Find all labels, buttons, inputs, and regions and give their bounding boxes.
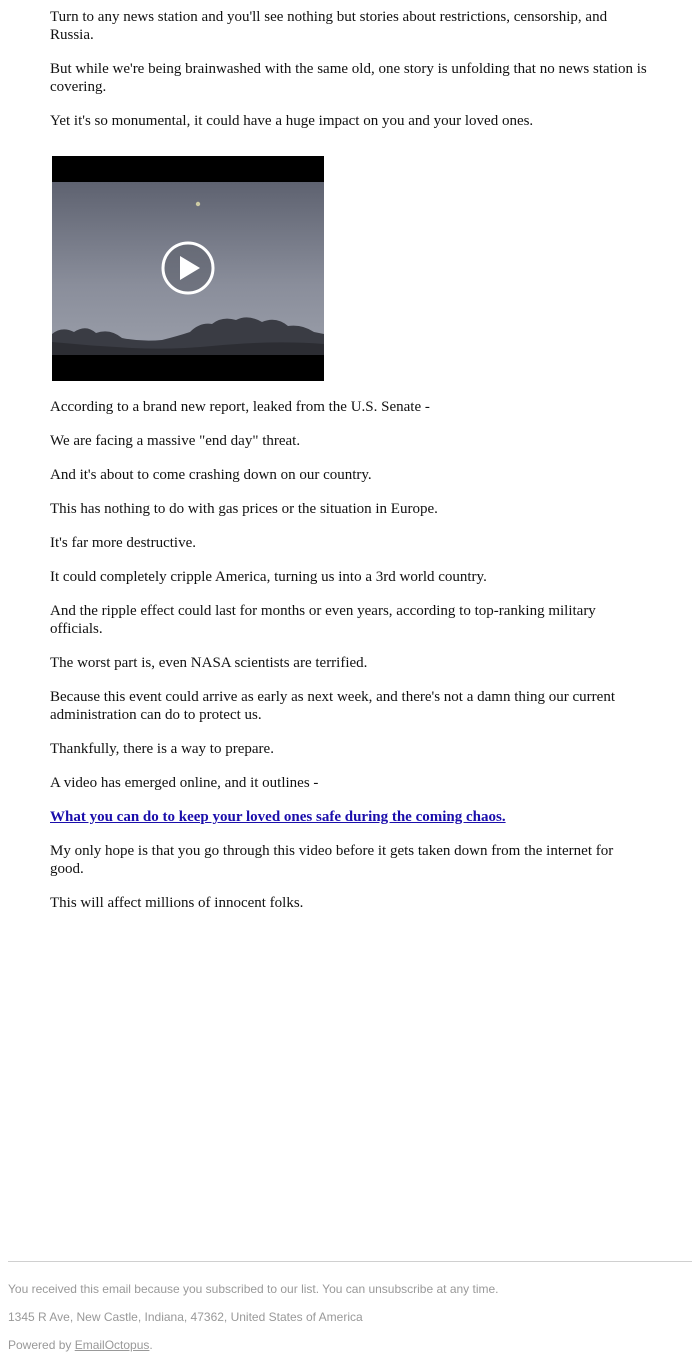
body-paragraph-5: It's far more destructive. — [50, 535, 196, 551]
body-paragraph-4: This has nothing to do with gas prices or the situation in Europe. — [50, 501, 438, 517]
email-footer — [8, 1261, 692, 1352]
powered-by-prefix: Powered by — [8, 1338, 75, 1352]
body-paragraph-9: Because this event could arrive as early as next week, and there's not a damn thing our current administration can do to protect us. — [50, 689, 615, 723]
emailoctopus-link[interactable]: EmailOctopus — [74, 1338, 150, 1352]
body-paragraph-3: And it's about to come crashing down on our country. — [50, 467, 372, 483]
intro-paragraph-2: But while we're being brainwashed with the same old, one story is unfolding that no news station is covering. — [50, 61, 647, 95]
powered-by-suffix: . — [149, 1338, 153, 1352]
intro-paragraph-3: Yet it's so monumental, it could have a huge impact on you and your loved ones. — [50, 113, 534, 129]
video-thumbnail[interactable] — [52, 156, 324, 381]
play-icon — [163, 243, 213, 293]
body-paragraph-1: According to a brand new report, leaked from the U.S. Senate - — [50, 399, 430, 415]
body-paragraph-11: A video has emerged online, and it outlines - — [50, 775, 319, 791]
body-paragraph-8: The worst part is, even NASA scientists are terrified. — [50, 655, 368, 671]
closing-paragraph-2: This will affect millions of innocent folks. — [50, 895, 304, 911]
body-paragraph-10: Thankfully, there is a way to prepare. — [50, 741, 274, 757]
body-paragraph-7: And the ripple effect could last for months or even years, according to top-ranking military officials. — [50, 603, 596, 637]
cta-paragraph — [50, 808, 650, 826]
closing-paragraph-1: My only hope is that you go through this video before it gets taken down from the internet for good. — [50, 843, 614, 877]
sender-address: 1345 R Ave, New Castle, Indiana, 47362, United States of America — [8, 1310, 363, 1324]
powered-by — [8, 1338, 153, 1352]
body-paragraph-6: It could completely cripple America, turning us into a 3rd world country. — [50, 569, 487, 585]
subscription-notice: You received this email because you subscribed to our list. You can unsubscribe at any time. — [8, 1282, 499, 1296]
cta-link[interactable]: What you can do to keep your loved ones safe during the coming chaos. — [50, 809, 506, 825]
video-frame — [52, 156, 324, 381]
intro-paragraph-1: Turn to any news station and you'll see nothing but stories about restrictions, censorship, and Russia. — [50, 9, 608, 43]
body-paragraph-2: We are facing a massive "end day" threat. — [50, 433, 301, 449]
